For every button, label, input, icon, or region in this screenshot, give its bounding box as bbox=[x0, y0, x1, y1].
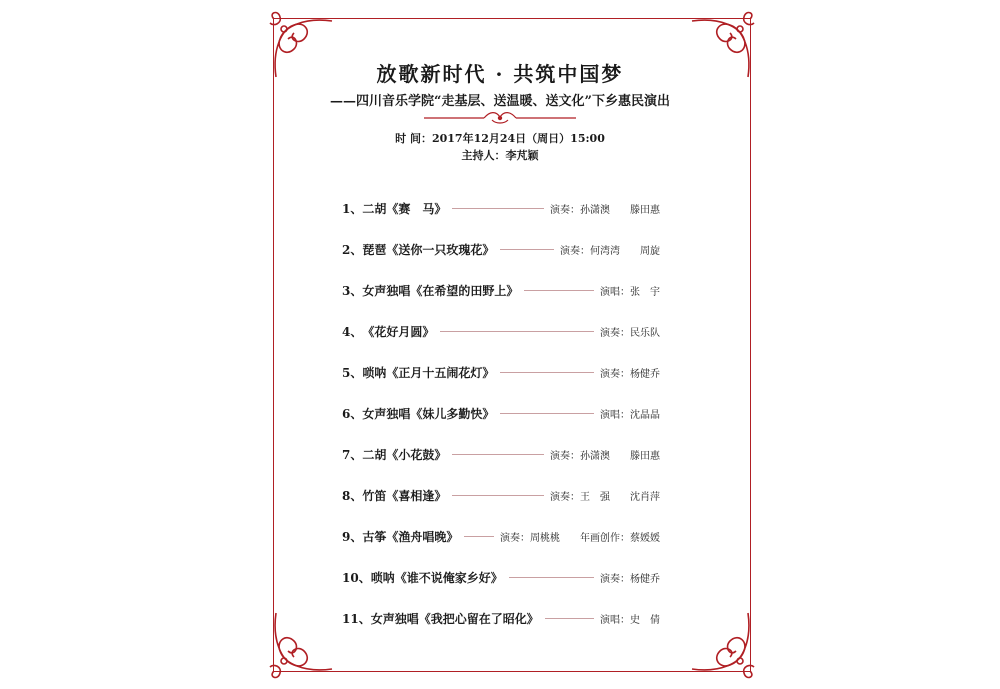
program-item-performer: 演奏：孙潇澳 滕田惠 bbox=[550, 205, 660, 216]
program-item bbox=[342, 598, 660, 639]
program-item bbox=[342, 352, 660, 393]
program-item-piece: 琵琶《送你一只玫瑰花》 bbox=[362, 243, 495, 257]
leader-line bbox=[452, 454, 544, 455]
program-item bbox=[342, 434, 660, 475]
program-item-performer: 演奏：周桃桃 年画创作：蔡媛媛 bbox=[500, 533, 660, 544]
program-item-number: 10、 bbox=[342, 571, 371, 585]
program-item-performer: 演奏：民乐队 bbox=[600, 328, 660, 339]
program-item-piece: 古筝《渔舟唱晚》 bbox=[362, 530, 459, 544]
program-item-number: 11、 bbox=[342, 612, 371, 626]
program-item-number: 7、 bbox=[342, 448, 363, 462]
page-title: 放歌新时代 · 共筑中国梦 bbox=[376, 62, 624, 86]
leader-line bbox=[452, 495, 544, 496]
program-item-piece: 《花好月圆》 bbox=[362, 325, 435, 339]
program-item bbox=[342, 270, 660, 311]
leader-line bbox=[452, 208, 544, 209]
program-item-piece: 二胡《小花鼓》 bbox=[362, 448, 447, 462]
program-item-performer: 演奏：杨健乔 bbox=[600, 369, 660, 380]
program-item-number: 6、 bbox=[342, 407, 363, 421]
event-time: 时 间：2017年12月24日（周日）15:00 bbox=[395, 132, 605, 145]
program-item-number: 5、 bbox=[342, 366, 363, 380]
program-item-number: 1、 bbox=[342, 202, 363, 216]
program-item-performer: 演奏：王 强 沈肖萍 bbox=[550, 492, 660, 503]
corner-flourish-icon bbox=[264, 611, 334, 681]
event-host: 主持人：李芃颖 bbox=[461, 149, 539, 162]
leader-line bbox=[500, 372, 594, 373]
leader-line bbox=[500, 249, 554, 250]
program-item-performer: 演奏：杨健乔 bbox=[600, 574, 660, 585]
leader-line bbox=[545, 618, 594, 619]
program-item bbox=[342, 557, 660, 598]
program-item-performer: 演唱：史 倩 bbox=[600, 615, 660, 626]
program-item-piece: 女声独唱《在希望的田野上》 bbox=[362, 284, 519, 298]
program-item bbox=[342, 188, 660, 229]
program-item-piece: 竹笛《喜相逢》 bbox=[362, 489, 447, 503]
leader-line bbox=[464, 536, 494, 537]
program-item-performer: 演奏：孙潇澳 滕田惠 bbox=[550, 451, 660, 462]
program-item bbox=[342, 229, 660, 270]
leader-line bbox=[509, 577, 594, 578]
program-item-performer: 演唱：沈晶晶 bbox=[600, 410, 660, 421]
program-item-number: 3、 bbox=[342, 284, 363, 298]
program-item bbox=[342, 516, 660, 557]
program-item-piece: 唢呐《谁不说俺家乡好》 bbox=[370, 571, 503, 585]
page-subtitle: ——四川音乐学院“走基层、送温暖、送文化”下乡惠民演出 bbox=[330, 94, 670, 109]
leader-line bbox=[440, 331, 594, 332]
leader-line bbox=[524, 290, 594, 291]
program-item-piece: 唢呐《正月十五闹花灯》 bbox=[362, 366, 495, 380]
program-item-performer: 演奏：何湾湾 周旋 bbox=[560, 246, 660, 257]
program-item-piece: 女声独唱《妹儿多勤快》 bbox=[362, 407, 495, 421]
program-item-number: 9、 bbox=[342, 530, 363, 544]
program-item bbox=[342, 393, 660, 434]
program-item-piece: 女声独唱《我把心留在了昭化》 bbox=[370, 612, 539, 626]
program-list bbox=[342, 188, 660, 639]
program-item-piece: 二胡《赛 马》 bbox=[362, 202, 447, 216]
program-item bbox=[342, 475, 660, 516]
program-item-performer: 演唱：张 宇 bbox=[600, 287, 660, 298]
program-item bbox=[342, 311, 660, 352]
leader-line bbox=[500, 413, 594, 414]
divider-ornament-icon bbox=[420, 109, 580, 125]
program-item-number: 4、 bbox=[342, 325, 363, 339]
program-item-number: 8、 bbox=[342, 489, 363, 503]
corner-flourish-icon bbox=[690, 611, 760, 681]
program-item-number: 2、 bbox=[342, 243, 363, 257]
